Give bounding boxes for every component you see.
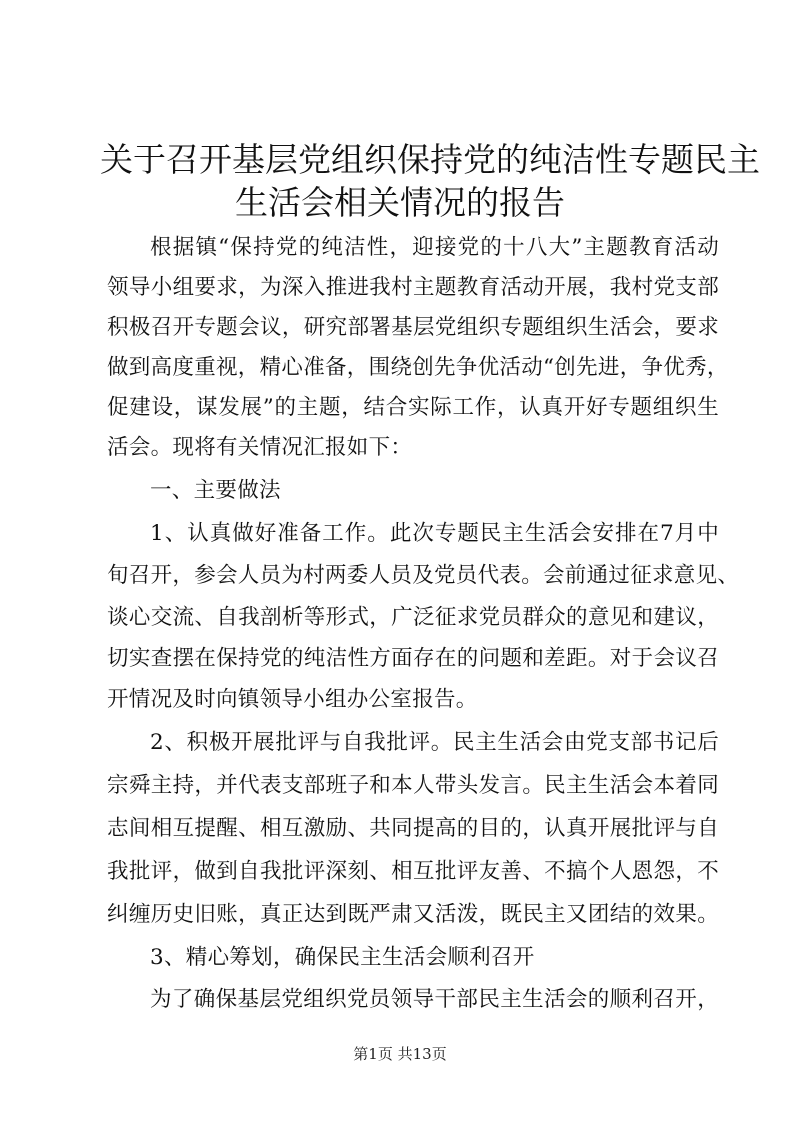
body-line: 开情况及时向镇领导小组办公室报告。 <box>107 687 478 712</box>
body-line: 切实查摆在保持党的纯洁性方面存在的问题和差距。对于会议召 <box>107 646 719 671</box>
body-line: 领导小组要求，为深入推进我村主题教育活动开展，我村党支部 <box>107 275 719 300</box>
body-line: 活会。现将有关情况汇报如下： <box>107 435 413 460</box>
body-line: 促建设，谋发展”的主题，结合实际工作，认真开好专题组织生 <box>107 395 719 420</box>
body-line: 旬召开，参会人员为村两委人员及党员代表。会前通过征求意见、 <box>107 563 740 588</box>
body-line: 我批评，做到自我批评深刻、相互批评友善、不搞个人恩怨，不 <box>107 859 719 884</box>
body-line: 1、认真做好准备工作。此次专题民主生活会安排在7月中 <box>150 521 719 546</box>
section-heading: 3、精心筹划，确保民主生活会顺利召开 <box>150 945 535 970</box>
body-line: 根据镇“保持党的纯洁性，迎接党的十八大”主题教育活动 <box>150 235 719 260</box>
body-line: 谈心交流、自我剖析等形式，广泛征求党员群众的意见和建议， <box>107 605 719 630</box>
body-line: 纠缠历史旧账，真正达到既严肃又活泼，既民主又团结的效果。 <box>107 902 719 927</box>
page-number: 第1页 共13页 <box>353 1045 447 1063</box>
body-line: 积极召开专题会议，研究部署基层党组织专题组织生活会，要求 <box>107 315 719 340</box>
body-line: 为了确保基层党组织党员领导干部民主生活会的顺利召开， <box>150 987 719 1012</box>
section-heading: 一、主要做法 <box>150 478 281 503</box>
body-line: 做到高度重视，精心准备，围绕创先争优活动“创先进，争优秀， <box>107 355 729 380</box>
document-title-line-1: 关于召开基层党组织保持党的纯洁性专题民主 <box>100 140 760 179</box>
document-title-line-2: 生活会相关情况的报告 <box>235 183 565 222</box>
body-line: 宗舜主持，并代表支部班子和本人带头发言。民主生活会本着同 <box>107 773 719 798</box>
body-line: 2、积极开展批评与自我批评。民主生活会由党支部书记后 <box>150 730 719 755</box>
body-line: 志间相互提醒、相互激励、共同提高的目的，认真开展批评与自 <box>107 816 719 841</box>
